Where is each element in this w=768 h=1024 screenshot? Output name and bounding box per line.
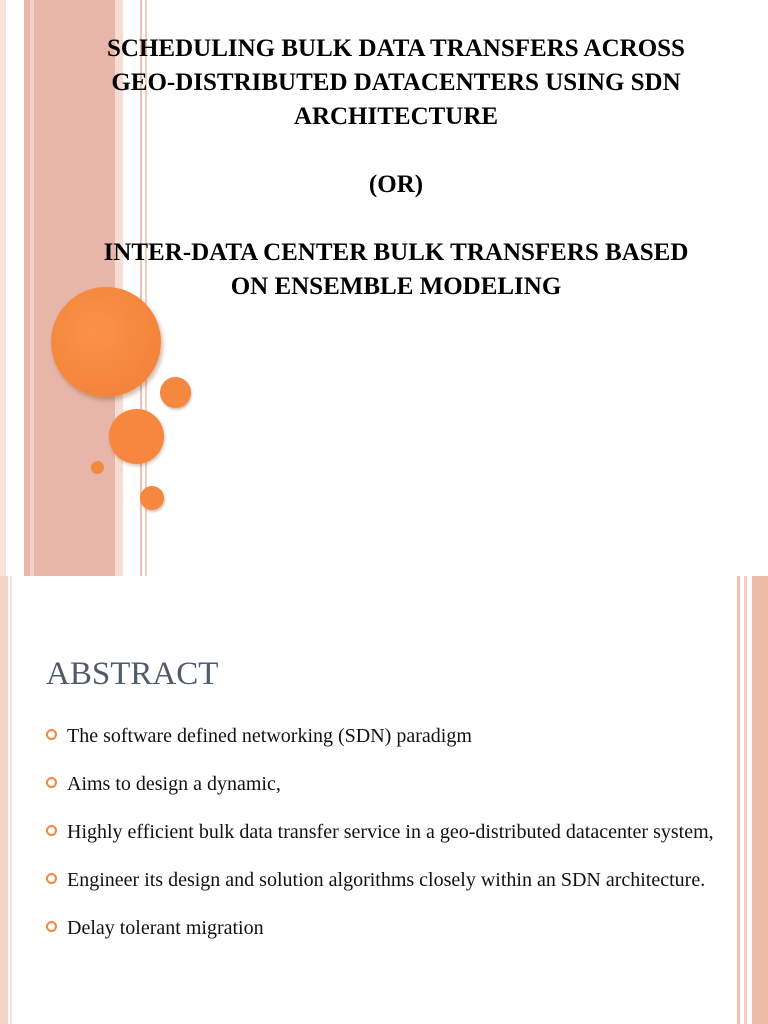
list-item [46, 906, 726, 950]
list-item [46, 858, 726, 902]
abstract-slide [0, 576, 768, 1024]
decor-band [752, 576, 768, 1024]
list-item [46, 714, 726, 758]
title-separator: (OR) [368, 171, 424, 198]
orange-circle-icon [109, 409, 164, 464]
alt-title-line: INTER-DATA CENTER BULK TRANSFERS BASED [103, 239, 689, 266]
decor-band-stripe [30, 0, 34, 576]
bullet-text: Aims to design a dynamic, [67, 773, 281, 795]
slide-title [40, 32, 752, 304]
bullet-text: Engineer its design and solution algorithms closely within an SDN architecture. [67, 869, 706, 891]
title-line: ARCHITECTURE [293, 103, 499, 130]
orange-circle-icon [91, 461, 104, 474]
orange-circle-icon [140, 486, 164, 510]
title-line: SCHEDULING BULK DATA TRANSFERS ACROSS [107, 35, 685, 62]
decor-line [10, 576, 12, 1024]
ring-bullet-icon [46, 921, 57, 932]
list-item [46, 810, 726, 854]
ring-bullet-icon [46, 777, 57, 788]
decor-edge [0, 576, 8, 1024]
decor-edge [0, 0, 6, 576]
ring-bullet-icon [46, 729, 57, 740]
title-line: GEO-DISTRIBUTED DATACENTERS USING SDN [111, 69, 681, 96]
bullet-text: The software defined networking (SDN) paradigm [67, 725, 472, 747]
bullet-text: Highly efficient bulk data transfer service in a geo-distributed datacenter system, [67, 821, 714, 843]
orange-circle-icon [160, 377, 191, 408]
decor-line [737, 576, 740, 1024]
list-item [46, 762, 726, 806]
abstract-heading: ABSTRACT [46, 656, 219, 692]
ring-bullet-icon [46, 825, 57, 836]
decor-line [744, 576, 747, 1024]
ring-bullet-icon [46, 873, 57, 884]
alt-title-line: ON ENSEMBLE MODELING [230, 273, 562, 300]
bullet-text: Delay tolerant migration [67, 917, 264, 939]
abstract-bullet-list [46, 714, 726, 954]
